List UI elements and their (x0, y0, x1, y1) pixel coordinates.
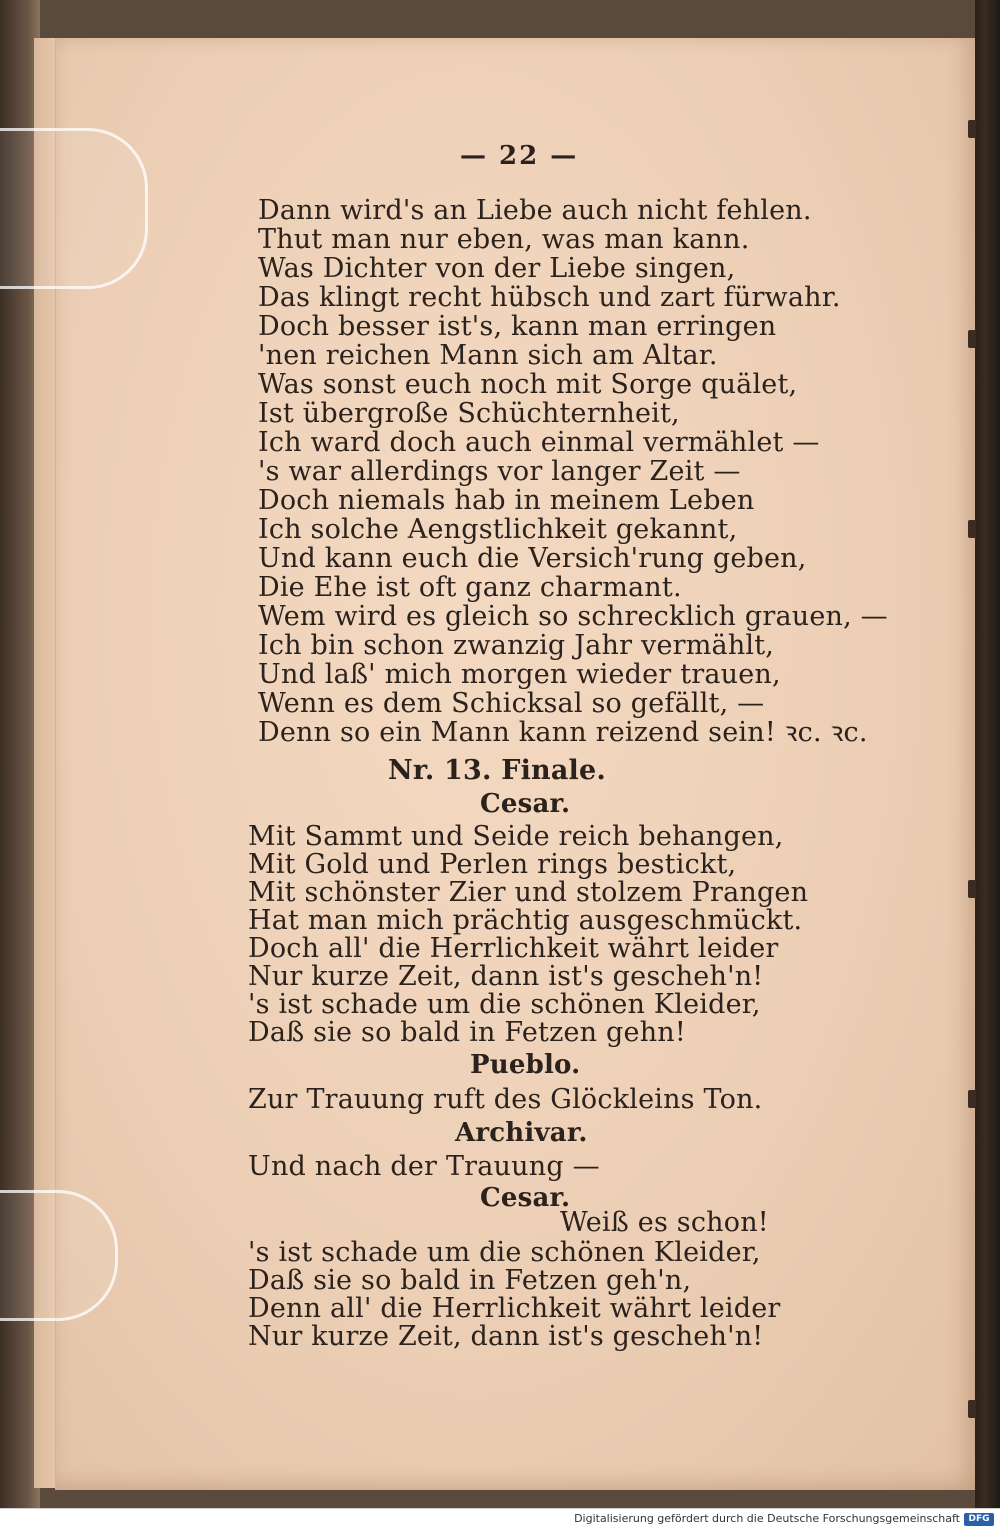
speaker-name: Archivar. (455, 1118, 588, 1148)
verse-line: Was sonst euch noch mit Sorge quälet, (258, 369, 798, 400)
verse-line: Zur Trauung ruft des Glöckleins Ton. (248, 1084, 763, 1115)
verse-line: Die Ehe ist oft ganz charmant. (258, 572, 682, 603)
verse-line: Und kann euch die Versich'rung geben, (258, 543, 807, 574)
verse-line: Und laß' mich morgen wieder trauen, (258, 659, 781, 690)
verse-line: 's ist schade um die schönen Kleider, (248, 1237, 761, 1268)
verse-line: Was Dichter von der Liebe singen, (258, 253, 736, 284)
verse-line: Und nach der Trauung — (248, 1151, 600, 1182)
page-number: — 22 — (460, 141, 579, 171)
verse-line: Doch besser ist's, kann man erringen (258, 311, 777, 342)
verse-line: Wenn es dem Schicksal so gefällt, — (258, 688, 765, 719)
verse-line: Mit schönster Zier und stolzem Prangen (248, 877, 809, 908)
speaker-name: Pueblo. (470, 1050, 581, 1080)
verse-line: Nur kurze Zeit, dann ist's gescheh'n! (248, 961, 764, 992)
verse-line: Daß sie so bald in Fetzen gehn! (248, 1017, 686, 1048)
verse-line: 's war allerdings vor langer Zeit — (258, 456, 741, 487)
page-clip (0, 1190, 118, 1321)
verse-line: Thut man nur eben, was man kann. (258, 224, 750, 255)
page-clip (0, 128, 148, 289)
verse-line: Hat man mich prächtig ausgeschmückt. (248, 905, 803, 936)
verse-line: Mit Gold und Perlen rings bestickt, (248, 849, 737, 880)
verse-line: Daß sie so bald in Fetzen geh'n, (248, 1265, 692, 1296)
section-heading: Nr. 13. Finale. (388, 755, 606, 786)
funding-notice: Digitalisierung gefördert durch die Deutsche Forschungsgemeinschaft (574, 1512, 960, 1525)
verse-line: Wem wird es gleich so schrecklich grauen, — (258, 601, 888, 632)
dfg-logo: DFG (964, 1513, 994, 1526)
verse-line: Denn all' die Herrlichkeit währt leider (248, 1293, 781, 1324)
verse-line: Ist übergroße Schüchternheit, (258, 398, 680, 429)
verse-line: 'nen reichen Mann sich am Altar. (258, 340, 718, 371)
verse-line: Denn so ein Mann kann reizend sein! ꝛc. ꝛc. (258, 717, 868, 748)
footer-bar (0, 1508, 1000, 1530)
verse-line: Doch all' die Herrlichkeit währt leider (248, 933, 779, 964)
verse-line: 's ist schade um die schönen Kleider, (248, 989, 761, 1020)
verse-line: Mit Sammt und Seide reich behangen, (248, 821, 784, 852)
verse-line: Ich ward doch auch einmal vermählet — (258, 427, 820, 458)
verse-line: Weiß es schon! (560, 1207, 769, 1238)
verse-line: Ich bin schon zwanzig Jahr vermählt, (258, 630, 775, 661)
verse-line: Das klingt recht hübsch und zart fürwahr. (258, 282, 841, 313)
verse-line: Ich solche Aengstlichkeit gekannt, (258, 514, 738, 545)
verse-line: Dann wird's an Liebe auch nicht fehlen. (258, 195, 812, 226)
speaker-name: Cesar. (480, 1183, 571, 1213)
verse-line: Doch niemals hab in meinem Leben (258, 485, 755, 516)
verse-line: Nur kurze Zeit, dann ist's gescheh'n! (248, 1321, 764, 1352)
speaker-name: Cesar. (480, 789, 571, 819)
